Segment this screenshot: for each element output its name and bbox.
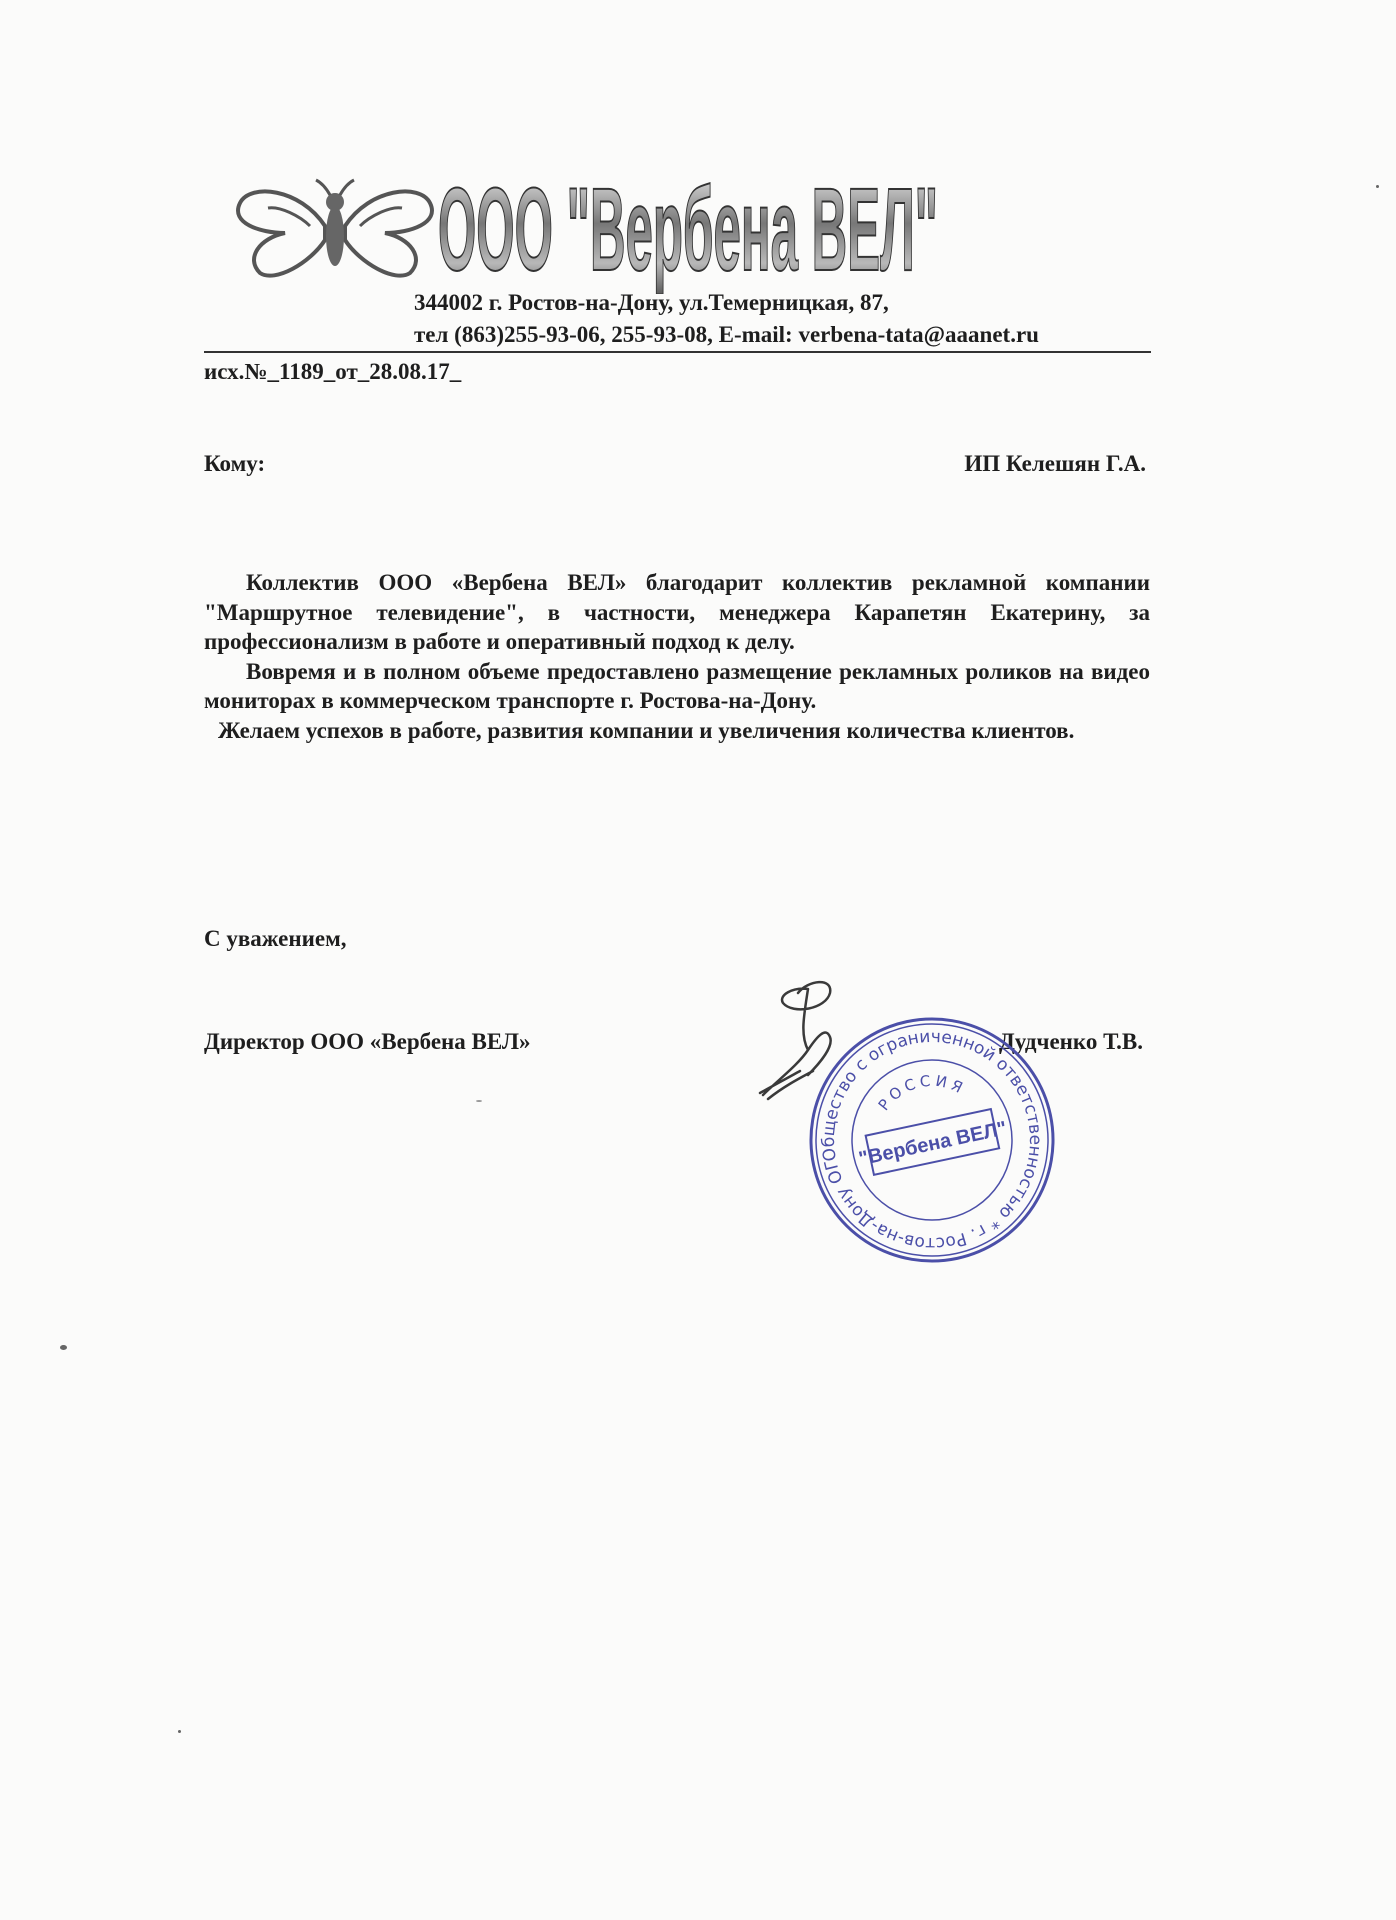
- stamp-top-text: РОССИЯ: [874, 1071, 970, 1115]
- scan-speck: [178, 1730, 181, 1733]
- scan-speck: [476, 1100, 482, 1102]
- letterhead-divider: [204, 351, 1151, 353]
- body-paragraph-2: Вовремя и в полном объеме предоставлено размещение рекламных роликов на видео мониторах в коммерческом транспорте г. Ростова-на-Дону.: [204, 658, 1150, 713]
- company-address: 344002 г. Ростов-на-Дону, ул.Темерницкая, 87,: [414, 290, 889, 315]
- letter-body: [204, 568, 1150, 745]
- signer-position: Директор ООО «Вербена ВЕЛ»: [204, 1029, 531, 1054]
- body-paragraph-1: Коллектив ООО «Вербена ВЕЛ» благодарит коллектив рекламной компании "Маршрутное телевидение", в частности, менеджера Карапетян Екатерину, за профессионализм в работе и оперативный подход к делу.: [204, 570, 1150, 654]
- scan-speck: [1376, 185, 1379, 188]
- closing-greeting: С уважением,: [204, 926, 347, 951]
- recipient-label: Кому:: [204, 451, 266, 476]
- handwritten-signature: [738, 975, 888, 1115]
- company-contacts: тел (863)255-93-06, 255-93-08, E-mail: verbena-tata@aaanet.ru: [414, 322, 1039, 347]
- outgoing-number: исх.№_1189_от_28.08.17_: [204, 359, 462, 384]
- stamp-center-text: "Вербена ВЕЛ": [856, 1117, 1009, 1171]
- signer-name: Дудченко Т.В.: [998, 1029, 1143, 1054]
- body-paragraph-3: Желаем успехов в работе, развития компании и увеличения количества клиентов.: [218, 717, 1075, 743]
- scan-speck: [60, 1345, 67, 1350]
- company-logo: [428, 158, 948, 294]
- recipient-name: ИП Келешян Г.А.: [964, 451, 1146, 476]
- butterfly-icon: [230, 178, 440, 286]
- stamp-ring-text: Общество с ограниченной ответственностью * г. Ростов-на-Дону ОГРН: [818, 1026, 1046, 1254]
- logo-text: ООО "Вербена ВЕЛ": [438, 164, 938, 294]
